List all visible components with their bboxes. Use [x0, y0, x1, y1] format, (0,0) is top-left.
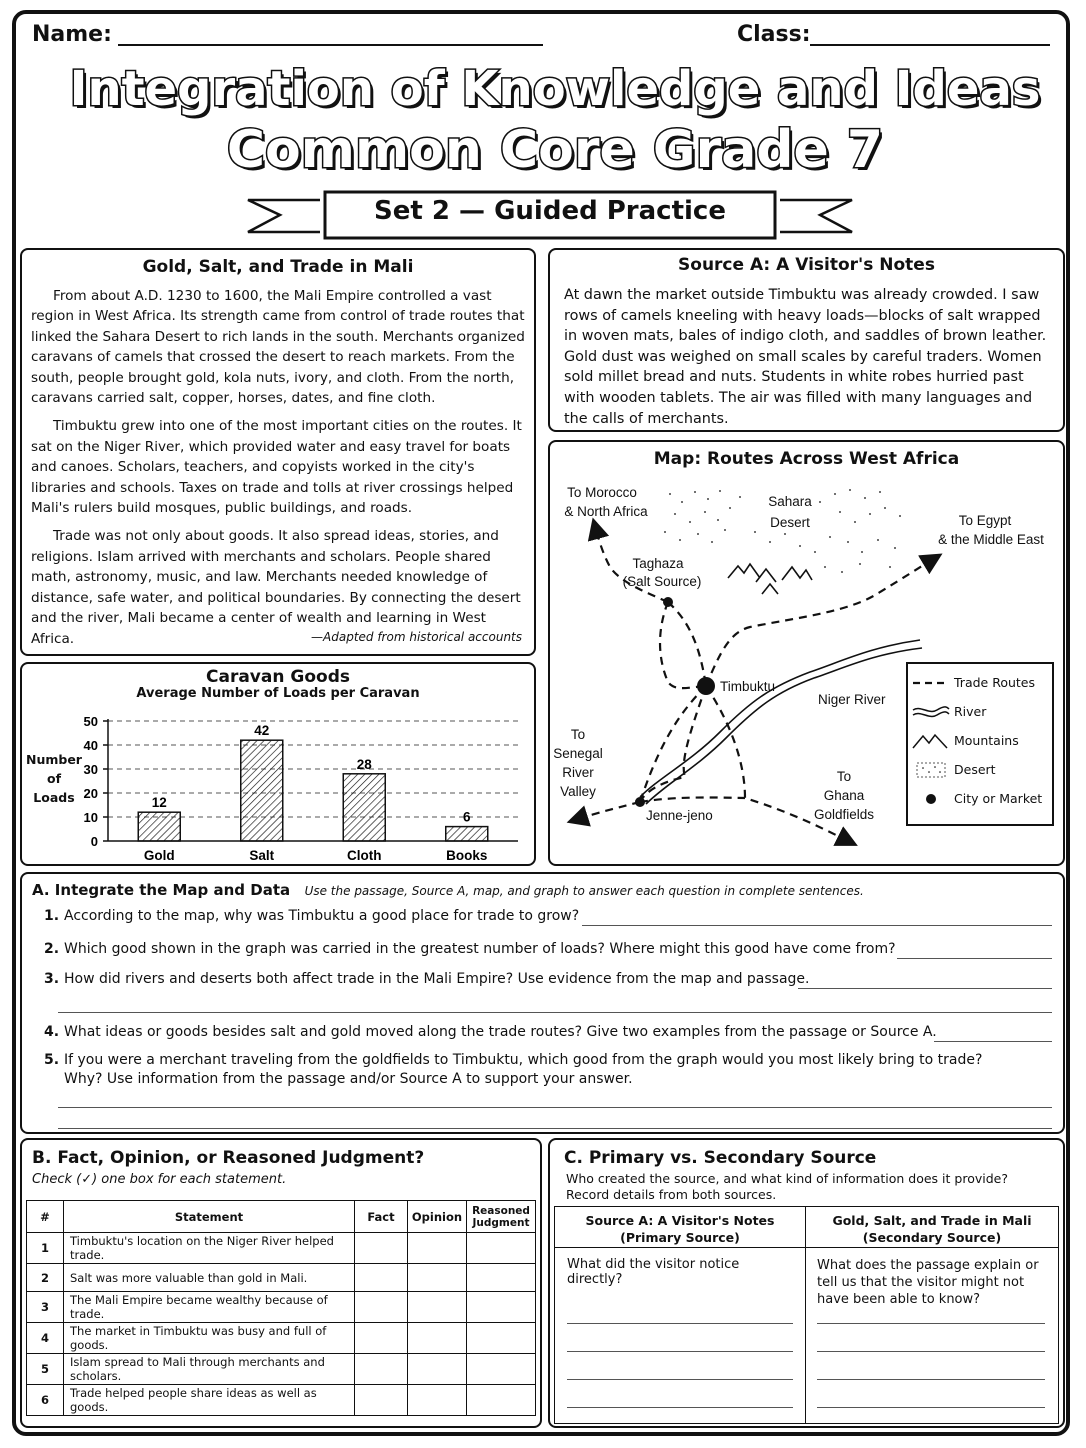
- checkbox-reasoned[interactable]: [467, 1264, 536, 1292]
- passage-credit: —Adapted from historical accounts: [311, 630, 522, 644]
- label-ghana-1: To: [836, 769, 852, 784]
- legend-mountains: Mountains: [908, 726, 1052, 755]
- label-jenne: Jenne-jeno: [646, 808, 713, 823]
- x-tick-label: Cloth: [347, 848, 382, 863]
- legend-river: River: [908, 697, 1052, 726]
- label-egypt-1: To Egypt: [958, 513, 1012, 528]
- name-line[interactable]: [118, 44, 543, 46]
- mountains-icon: [908, 733, 954, 749]
- checkbox-fact[interactable]: [355, 1264, 408, 1292]
- answer-line[interactable]: [567, 1351, 793, 1352]
- label-senegal-4: Valley: [560, 784, 596, 799]
- chart-box: [20, 662, 536, 866]
- label-sahara-2: Desert: [770, 515, 810, 530]
- answer-line[interactable]: [58, 1107, 1052, 1108]
- primary-prompt: What did the visitor notice directly?: [567, 1257, 740, 1287]
- row-statement: Salt was more valuable than gold in Mali.: [64, 1264, 355, 1292]
- answer-line[interactable]: [817, 1407, 1045, 1408]
- col-reasoned: Reasoned Judgment: [467, 1201, 536, 1233]
- map-box: [548, 440, 1065, 866]
- row-number: 4: [27, 1323, 64, 1354]
- class-line[interactable]: [810, 44, 1050, 46]
- map-title: Map: Routes Across West Africa: [653, 449, 960, 469]
- checkbox-fact[interactable]: [355, 1385, 408, 1416]
- label-sahara-1: Sahara: [768, 494, 812, 509]
- bar-value-label: 42: [254, 723, 270, 739]
- mountains-icon: [728, 564, 812, 594]
- table-row: [27, 1264, 536, 1292]
- row-number: 1: [27, 1233, 64, 1264]
- secondary-prompt: What does the passage explain or tell us that the visitor might not have been able to know?: [817, 1258, 1039, 1307]
- source-compare-table: [554, 1206, 1059, 1424]
- checkbox-fact[interactable]: [355, 1354, 408, 1385]
- checkbox-reasoned[interactable]: [467, 1233, 536, 1264]
- row-statement: Trade helped people share ideas as well as goods.: [64, 1385, 355, 1416]
- x-tick-label: Salt: [249, 848, 275, 863]
- bar-value-label: 6: [462, 809, 471, 825]
- question-1: 1. According to the map, why was Timbuktu a good place for trade to grow?: [44, 908, 580, 924]
- checkbox-opinion[interactable]: [408, 1292, 467, 1323]
- map-legend: [906, 662, 1054, 826]
- legend-trade-routes: Trade Routes: [954, 675, 1035, 690]
- section-c-box: [548, 1138, 1065, 1428]
- answer-line[interactable]: [58, 1128, 1052, 1129]
- label-senegal-2: Senegal: [553, 746, 603, 761]
- title-line-1: Integration of Knowledge and Ideas: [69, 61, 1041, 117]
- bar: [138, 812, 180, 841]
- checkbox-fact[interactable]: [355, 1323, 408, 1354]
- answer-line[interactable]: [897, 958, 1052, 959]
- label-egypt-2: & the Middle East: [938, 532, 1044, 547]
- y-tick-label: 30: [83, 762, 98, 777]
- question-2: 2. Which good shown in the graph was carried in the greatest number of loads? Where might this good have come from?: [44, 941, 896, 957]
- section-b-box: [20, 1138, 542, 1428]
- answer-line[interactable]: [817, 1379, 1045, 1380]
- checkbox-reasoned[interactable]: [467, 1354, 536, 1385]
- answer-line[interactable]: [58, 1012, 1052, 1013]
- label-taghaza-1: Taghaza: [632, 556, 684, 571]
- label-ghana-3: Goldfields: [813, 807, 875, 822]
- label-morocco-1: To Morocco: [567, 485, 637, 500]
- row-number: 3: [27, 1292, 64, 1323]
- section-a-heading: A. Integrate the Map and Data: [32, 881, 291, 899]
- section-c-heading: C. Primary vs. Secondary Source: [564, 1148, 877, 1168]
- passage-box: [20, 248, 536, 656]
- checkbox-fact[interactable]: [355, 1233, 408, 1264]
- row-number: 2: [27, 1264, 64, 1292]
- answer-line[interactable]: [817, 1351, 1045, 1352]
- primary-col-header: Source A: A Visitor's Notes (Primary Source): [585, 1213, 775, 1245]
- label-ghana-2: Ghana: [823, 788, 865, 803]
- section-b-instruction: Check (✓) one box for each statement.: [32, 1172, 287, 1187]
- checkbox-reasoned[interactable]: [467, 1292, 536, 1323]
- section-a-box: [20, 872, 1065, 1134]
- y-tick-label: 20: [83, 786, 98, 801]
- section-b-heading: B. Fact, Opinion, or Reasoned Judgment?: [32, 1148, 425, 1168]
- checkbox-opinion[interactable]: [408, 1385, 467, 1416]
- bar: [241, 740, 283, 841]
- label-morocco-2: & North Africa: [564, 504, 648, 519]
- legend-city: City or Market: [908, 784, 1052, 813]
- answer-line[interactable]: [817, 1323, 1045, 1324]
- answer-line[interactable]: [567, 1407, 793, 1408]
- row-statement: The Mali Empire became wealthy because of trade.: [64, 1292, 355, 1323]
- y-axis-label: Number of Loads: [26, 752, 82, 805]
- passage-paragraph: Trade was not only about goods. It also spread ideas, stories, and religions. Islam arrived with merchants and scholars. People shared math, astronomy, music, and law. Merchants needed knowledge of distance, safe water, and political boundaries. By connecting the desert and the river, Mali became a center of wealth and learning in West Africa.: [31, 528, 521, 647]
- label-senegal-3: River: [562, 765, 594, 780]
- bar-value-label: 12: [151, 795, 167, 811]
- class-label: Class:: [737, 22, 811, 47]
- question-3: 3. How did rivers and deserts both affect trade in the Mali Empire? Use evidence from the map and passage.: [44, 971, 810, 987]
- answer-line[interactable]: [934, 1041, 1052, 1042]
- passage-title: Gold, Salt, and Trade in Mali: [142, 257, 414, 277]
- source-a-text: At dawn the market outside Timbuktu was already crowded. I saw rows of camels kneeling with heavy loads—blocks of salt wrapped in woven mats, bales of indigo cloth, and saddles of brown leather. Gold dust was weighed on small scales by careful traders. Women sold millet bread and nuts. Students in white robes hurried past with wooden tablets. The air was filled with many languages and the calls of merchants.: [564, 287, 1047, 427]
- checkbox-opinion[interactable]: [408, 1354, 467, 1385]
- bar-value-label: 28: [356, 756, 372, 772]
- table-row: [27, 1354, 536, 1385]
- chart-title: Caravan Goods: [206, 667, 350, 687]
- niger-river: [640, 640, 922, 804]
- y-tick-label: 50: [83, 714, 98, 729]
- x-tick-label: Books: [446, 848, 488, 863]
- city-markers: [635, 597, 715, 807]
- name-label: Name:: [32, 22, 112, 47]
- table-row: [27, 1323, 536, 1354]
- col-opinion: Opinion: [408, 1201, 467, 1233]
- table-row: [27, 1385, 536, 1416]
- question-4: 4. What ideas or goods besides salt and gold moved along the trade routes? Give two examples from the passage or Source A.: [44, 1024, 937, 1040]
- label-taghaza-2: (Salt Source): [622, 574, 702, 589]
- y-tick-label: 10: [83, 810, 98, 825]
- row-statement: Islam spread to Mali through merchants and scholars.: [64, 1354, 355, 1385]
- question-5-cont: Why? Use information from the passage and/or Source A to support your answer.: [64, 1071, 633, 1087]
- source-a-title: Source A: A Visitor's Notes: [678, 255, 935, 275]
- col-statement: Statement: [64, 1201, 355, 1233]
- title-line-2: Common Core Grade 7: [226, 120, 884, 180]
- checkbox-opinion[interactable]: [408, 1233, 467, 1264]
- fact-opinion-table: [26, 1200, 536, 1416]
- passage-paragraph: Timbuktu grew into one of the most important cities on the routes. It sat on the Niger River, which provided water and easy travel for boats and canoes. Scholars, teachers, and copyists worked in the city's libraries and schools. Taxes on trade and tolls at river crossings helped Mali's rulers build mosques, public buildings, and roads.: [31, 418, 522, 517]
- row-number: 6: [27, 1385, 64, 1416]
- legend-desert: Desert: [908, 755, 1052, 784]
- section-c-instruction-1: Who created the source, and what kind of information does it provide?: [566, 1171, 1008, 1186]
- passage-body: [31, 286, 527, 657]
- row-number: 5: [27, 1354, 64, 1385]
- col-fact: Fact: [355, 1201, 408, 1233]
- answer-line[interactable]: [798, 988, 1052, 989]
- table-row: [27, 1292, 536, 1323]
- label-timbuktu: Timbuktu: [720, 679, 776, 694]
- answer-line[interactable]: [582, 925, 1052, 926]
- banner-text: Set 2 — Guided Practice: [374, 196, 726, 226]
- section-a-instruction: Use the passage, Source A, map, and graph to answer each question in complete sentences.: [304, 884, 864, 898]
- secondary-col-header: Gold, Salt, and Trade in Mali (Secondary Source): [832, 1213, 1032, 1245]
- table-row: [27, 1233, 536, 1264]
- y-tick-label: 40: [83, 738, 98, 753]
- bar: [446, 827, 488, 841]
- bar-chart: [22, 664, 534, 864]
- bar: [343, 774, 385, 841]
- col-num: #: [27, 1201, 64, 1233]
- checkbox-opinion[interactable]: [408, 1264, 467, 1292]
- x-tick-label: Gold: [143, 848, 175, 863]
- label-senegal-1: To: [570, 727, 586, 742]
- checkbox-opinion[interactable]: [408, 1323, 467, 1354]
- passage-paragraph: From about A.D. 1230 to 1600, the Mali Empire controlled a vast region in West Africa. Its strength came from control of trade routes that linked the Sahara Desert to rich lands in the south. Merchants organized caravans of camels that crossed the desert to reach markets. From the south, people brought gold, kola nuts, ivory, and cloth. From the north, caravans carried salt, copper, horses, dates, and fine cloth.: [31, 288, 525, 407]
- section-c-instruction-2: Record details from both sources.: [566, 1187, 777, 1202]
- checkbox-reasoned[interactable]: [467, 1323, 536, 1354]
- label-niger: Niger River: [818, 692, 886, 707]
- answer-line[interactable]: [567, 1323, 793, 1324]
- answer-line[interactable]: [567, 1379, 793, 1380]
- checkbox-reasoned[interactable]: [467, 1385, 536, 1416]
- row-statement: Timbuktu's location on the Niger River helped trade.: [64, 1233, 355, 1264]
- checkbox-fact[interactable]: [355, 1292, 408, 1323]
- row-statement: The market in Timbuktu was busy and full of goods.: [64, 1323, 355, 1354]
- y-tick-label: 0: [90, 834, 98, 849]
- chart-subtitle: Average Number of Loads per Caravan: [136, 686, 420, 701]
- question-5: 5. If you were a merchant traveling from the goldfields to Timbuktu, which good from the graph would you most likely bring to trade?: [44, 1052, 983, 1068]
- source-a-box: [548, 248, 1065, 432]
